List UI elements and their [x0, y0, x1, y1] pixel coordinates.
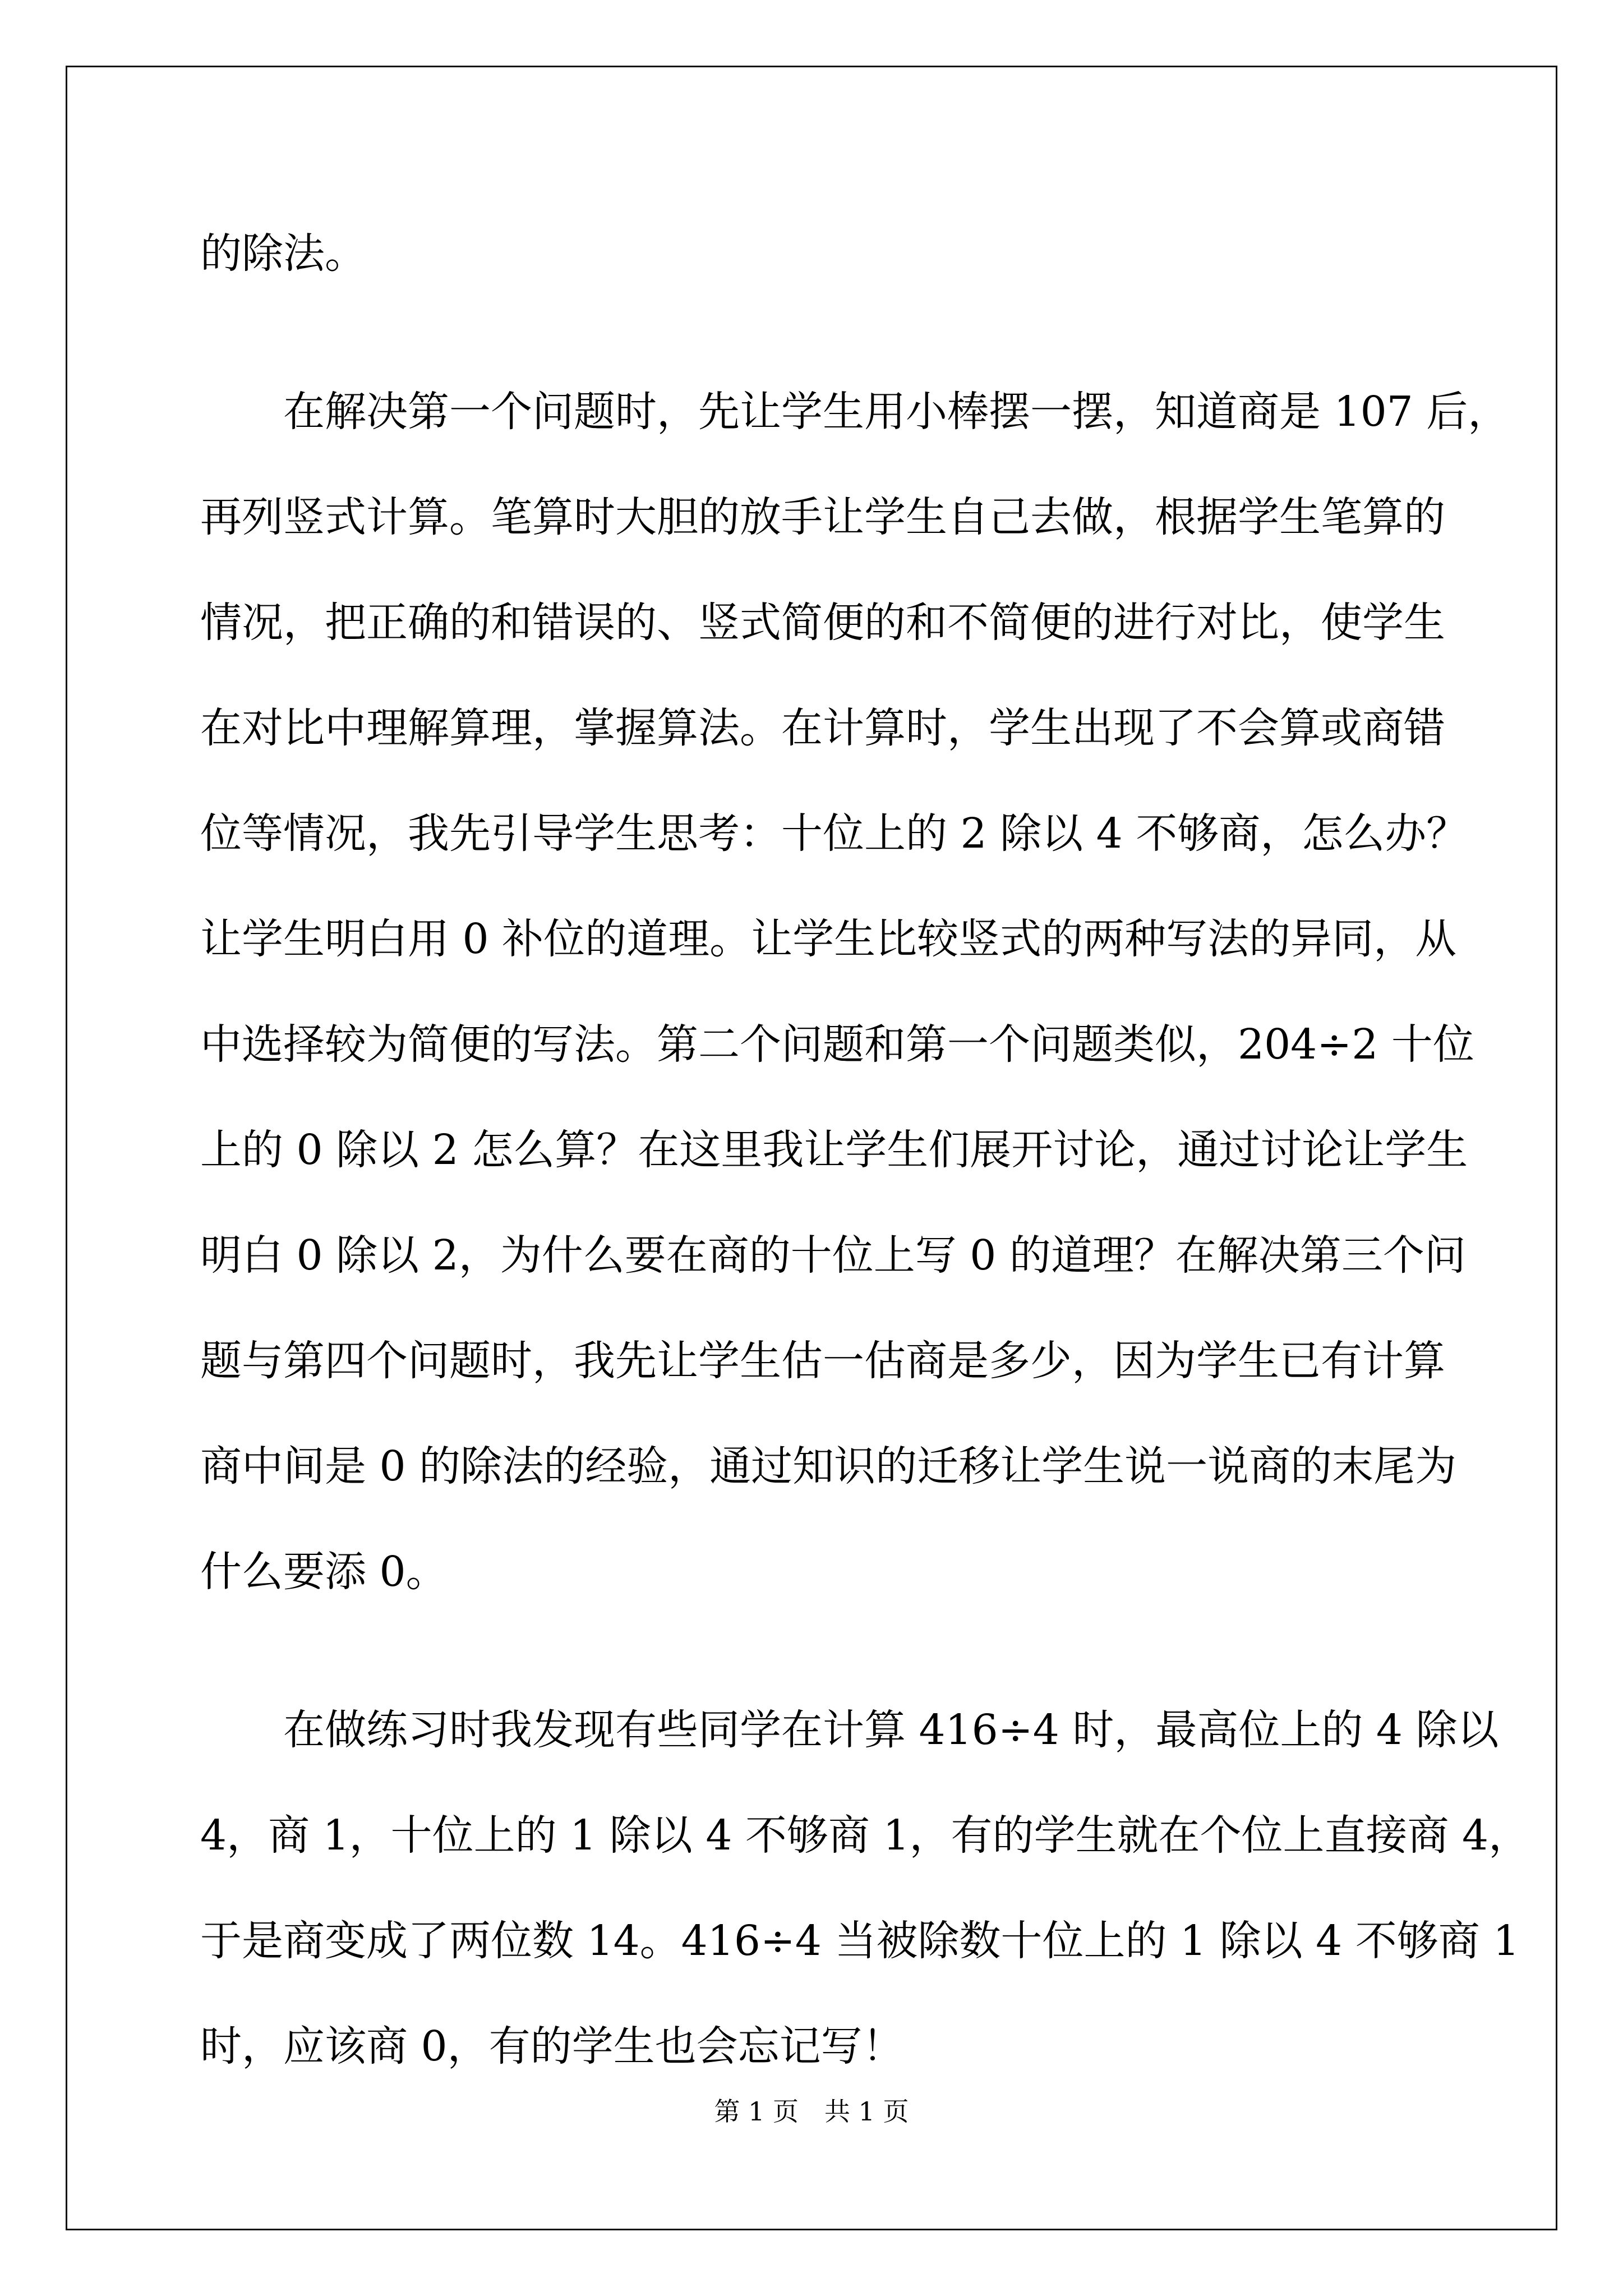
- page-footer: [0, 2091, 1623, 2128]
- text-line: 商中间是 0 的除法的经验，通过知识的迁移让学生说一说商的末尾为: [200, 1442, 1457, 1490]
- text-line: 位等情况，我先引导学生思考：十位上的 2 除以 4 不够商，怎么办？: [200, 809, 1468, 858]
- text-line: 在做练习时我发现有些同学在计算 416÷4 时，最高位上的 4 除以: [283, 1706, 1499, 1754]
- text-line: 于是商变成了两位数 14。416÷4 当被除数十位上的 1 除以 4 不够商 1: [200, 1917, 1520, 1965]
- text-line: 题与第四个问题时，我先让学生估一估商是多少，因为学生已有计算: [200, 1337, 1445, 1385]
- paragraph: [200, 201, 1434, 306]
- paragraph-gap: [200, 1625, 1434, 1677]
- page-number: 第 1 页: [714, 2096, 799, 2127]
- document-body: [200, 201, 1530, 2099]
- page-total: 共 1 页: [824, 2096, 909, 2127]
- text-line: 再列竖式计算。笔算时大胆的放手让学生自己去做，根据学生笔算的: [200, 493, 1445, 541]
- text-line: 让学生明白用 0 补位的道理。让学生比较竖式的两种写法的异同，从: [200, 915, 1457, 963]
- text-line: 的除法。: [200, 229, 366, 278]
- text-line: 什么要添 0。: [200, 1548, 448, 1596]
- text-line: 4，商 1，十位上的 1 除以 4 不够商 1，有的学生就在个位上直接商 4，: [200, 1811, 1530, 1860]
- paragraph: [200, 1677, 1530, 2099]
- text-line: 明白 0 除以 2，为什么要在商的十位上写 0 的道理？在解决第三个问: [200, 1231, 1466, 1280]
- text-line: 中选择较为简便的写法。第二个问题和第一个问题类似，204÷2 十位: [200, 1020, 1474, 1069]
- text-line: 情况，把正确的和错误的、竖式简便的和不简便的进行对比，使学生: [200, 599, 1445, 647]
- text-line: 在对比中理解算理，掌握算法。在计算时，学生出现了不会算或商错: [200, 704, 1445, 752]
- text-line: 上的 0 除以 2 怎么算？在这里我让学生们展开讨论，通过讨论让学生: [200, 1126, 1468, 1174]
- text-line: 在解决第一个问题时，先让学生用小棒摆一摆，知道商是 107 后，: [283, 388, 1510, 436]
- paragraph: [200, 359, 1510, 1625]
- paragraph-gap: [200, 306, 1434, 359]
- text-line: 时，应该商 0，有的学生也会忘记写！: [200, 2022, 904, 2070]
